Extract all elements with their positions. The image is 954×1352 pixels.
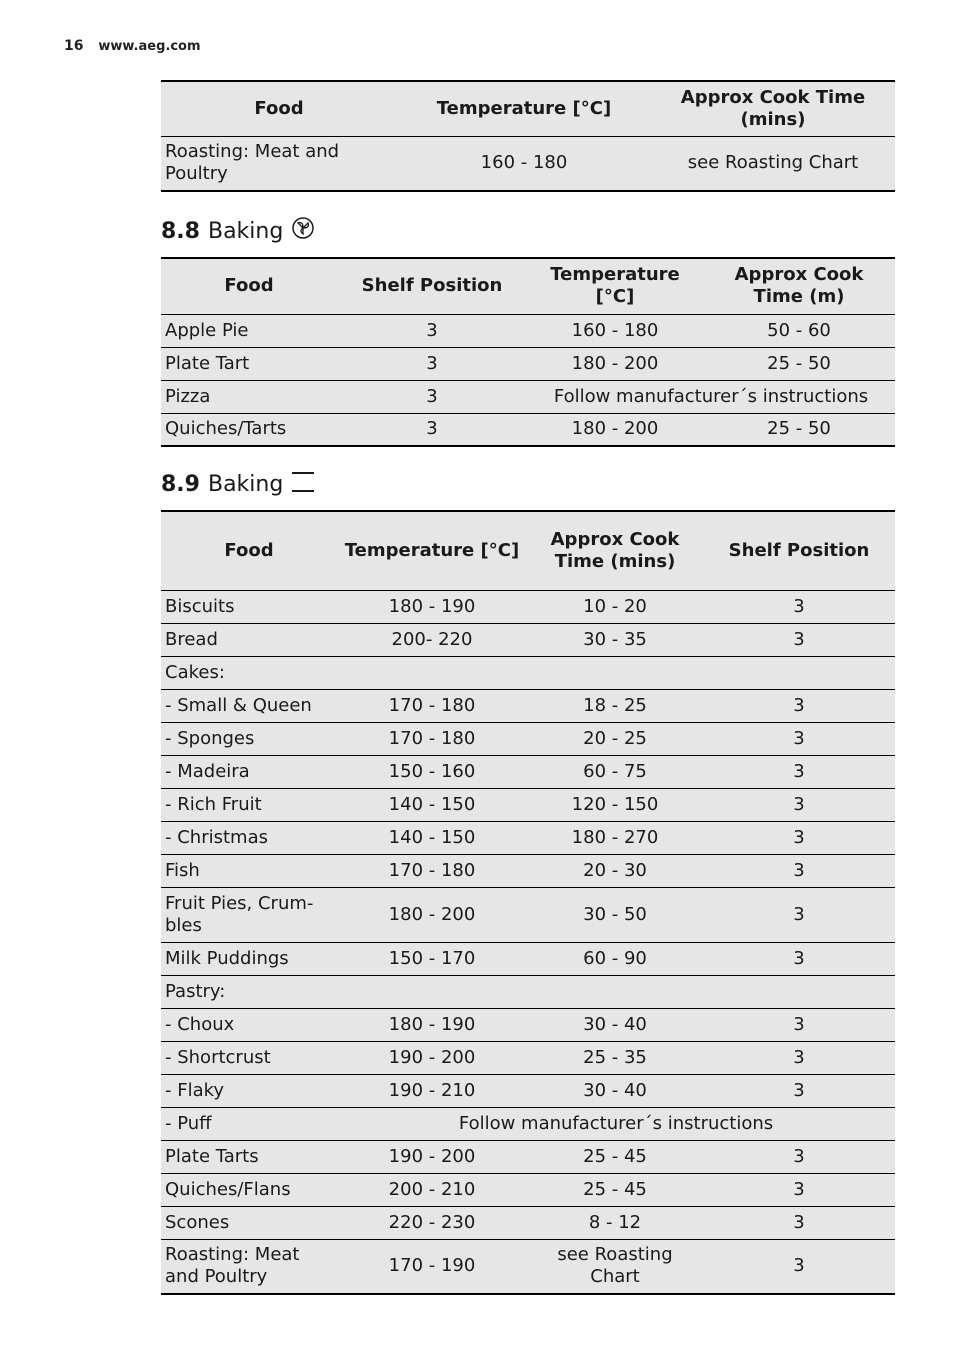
table-header-row [161,258,895,314]
table-row [161,689,895,722]
table-cell: - Rich Fruit [161,788,337,821]
table-cell: 20 - 30 [527,854,703,887]
table-cell: 190 - 200 [337,1140,527,1173]
table-cell: 3 [703,1008,895,1041]
table-cell: Pastry: [161,975,337,1008]
table-cell: Roasting: Meat and Poultry [161,136,397,191]
table-row [161,1239,895,1294]
table-row [161,136,895,191]
baking-fan-table [161,257,895,447]
table-cell: 180 - 270 [527,821,703,854]
table-cell: 180 - 190 [337,590,527,623]
table-cell: 170 - 180 [337,722,527,755]
table-cell: 50 - 60 [703,314,895,347]
table-cell: - Small & Queen [161,689,337,722]
table-cell: 180 - 190 [337,1008,527,1041]
table-cell: 60 - 75 [527,755,703,788]
table-row [161,854,895,887]
table-cell: Follow manufacturer´s instructions [527,380,895,413]
column-header: Food [161,511,337,590]
page-number: 16 [64,38,84,54]
table-cell: 3 [337,314,527,347]
table-cell: 3 [703,1041,895,1074]
table-cell: 3 [703,623,895,656]
table-row [161,590,895,623]
table-cell: Fruit Pies, Crum-bles [161,887,337,942]
table-cell: 18 - 25 [527,689,703,722]
section-title: Baking [207,471,284,497]
table-cell: 30 - 50 [527,887,703,942]
table-cell: 3 [337,380,527,413]
table-cell: 30 - 35 [527,623,703,656]
table-cell: 160 - 180 [397,136,651,191]
table-cell: 3 [337,413,527,446]
column-header: Food [161,81,397,136]
column-header: Temperature [°C] [397,81,651,136]
baking-conventional-table [161,510,895,1295]
table-cell: - Puff [161,1107,337,1140]
table-row [161,314,895,347]
table-cell: - Choux [161,1008,337,1041]
table-cell [527,975,703,1008]
table-cell: 30 - 40 [527,1008,703,1041]
table-row [161,1074,895,1107]
table-cell: - Madeira [161,755,337,788]
table-header-row [161,81,895,136]
column-header: Shelf Position [337,258,527,314]
table-cell: Pizza [161,380,337,413]
table-row [161,380,895,413]
table-cell: 60 - 90 [527,942,703,975]
table-cell: 3 [703,942,895,975]
table-cell: 140 - 150 [337,788,527,821]
table-cell: 20 - 25 [527,722,703,755]
table-row [161,1041,895,1074]
section-number: 8.8 [161,218,200,244]
table-cell: 3 [703,1140,895,1173]
table-cell: - Flaky [161,1074,337,1107]
section-number: 8.9 [161,471,200,497]
column-header: Approx Cook Time (m) [703,258,895,314]
section-heading-8-9 [161,469,315,500]
table-row [161,1008,895,1041]
table-cell: 180 - 200 [527,347,703,380]
table-cell [527,656,703,689]
table-cell: 25 - 35 [527,1041,703,1074]
table-cell: 200- 220 [337,623,527,656]
table-cell: 190 - 200 [337,1041,527,1074]
table-cell [337,656,527,689]
table-cell: 180 - 200 [337,887,527,942]
column-header: Approx Cook Time (mins) [651,81,895,136]
table-cell: see Roasting Chart [527,1239,703,1294]
table-cell: 3 [703,689,895,722]
table-cell: - Shortcrust [161,1041,337,1074]
table-row [161,887,895,942]
fan-icon [291,216,315,247]
table-cell: 25 - 45 [527,1140,703,1173]
table-cell: 170 - 190 [337,1239,527,1294]
table-row [161,942,895,975]
table-cell [703,656,895,689]
table-cell: 25 - 50 [703,347,895,380]
table-cell: 25 - 50 [703,413,895,446]
table-cell: Biscuits [161,590,337,623]
table-cell: Plate Tarts [161,1140,337,1173]
roasting-table [161,80,895,192]
table-cell: 3 [703,722,895,755]
table-row [161,1140,895,1173]
table-cell [337,975,527,1008]
table-cell: 170 - 180 [337,689,527,722]
table-cell: 220 - 230 [337,1206,527,1239]
table-cell: 10 - 20 [527,590,703,623]
table-cell: 3 [703,1206,895,1239]
table-cell: 120 - 150 [527,788,703,821]
table-row [161,722,895,755]
table-cell: 3 [703,854,895,887]
table-header-row [161,511,895,590]
table-row [161,788,895,821]
table-row [161,975,895,1008]
table-cell: 170 - 180 [337,854,527,887]
table-cell: 3 [703,821,895,854]
table-cell: 3 [337,347,527,380]
table-cell: 140 - 150 [337,821,527,854]
table-cell: 30 - 40 [527,1074,703,1107]
section-heading-8-8 [161,216,315,247]
column-header: Shelf Position [703,511,895,590]
table-row [161,821,895,854]
table-cell: 3 [703,755,895,788]
table-row [161,656,895,689]
table-cell: Roasting: Meat and Poultry [161,1239,337,1294]
column-header: Approx Cook Time (mins) [527,511,703,590]
table-cell: 160 - 180 [527,314,703,347]
section-title: Baking [207,218,284,244]
table-cell: Bread [161,623,337,656]
table-cell: Fish [161,854,337,887]
table-row [161,755,895,788]
table-row [161,347,895,380]
table-cell: 3 [703,1239,895,1294]
column-header: Temperature [°C] [337,511,527,590]
table-row [161,623,895,656]
top-bottom-heat-icon [291,469,315,500]
table-cell: - Christmas [161,821,337,854]
table-cell: Cakes: [161,656,337,689]
table-row [161,1206,895,1239]
table-cell: 3 [703,887,895,942]
table-cell [703,975,895,1008]
table-row [161,1173,895,1206]
table-cell: Quiches/Tarts [161,413,337,446]
column-header: Temperature [°C] [527,258,703,314]
table-cell: 200 - 210 [337,1173,527,1206]
table-row [161,413,895,446]
table-cell: Apple Pie [161,314,337,347]
table-cell: Scones [161,1206,337,1239]
table-cell: 3 [703,788,895,821]
table-cell: 3 [703,1074,895,1107]
page-header [64,38,201,54]
table-cell: 190 - 210 [337,1074,527,1107]
table-cell: Plate Tart [161,347,337,380]
table-cell: 180 - 200 [527,413,703,446]
table-cell: 8 - 12 [527,1206,703,1239]
table-cell: Milk Puddings [161,942,337,975]
table-cell: 150 - 160 [337,755,527,788]
table-row [161,1107,895,1140]
table-cell: - Sponges [161,722,337,755]
table-cell: Quiches/Flans [161,1173,337,1206]
table-cell: 25 - 45 [527,1173,703,1206]
table-cell: 3 [703,590,895,623]
table-cell: 3 [703,1173,895,1206]
site-url[interactable]: www.aeg.com [98,39,201,54]
table-cell: Follow manufacturer´s instructions [337,1107,895,1140]
table-cell: see Roasting Chart [651,136,895,191]
table-cell: 150 - 170 [337,942,527,975]
column-header: Food [161,258,337,314]
